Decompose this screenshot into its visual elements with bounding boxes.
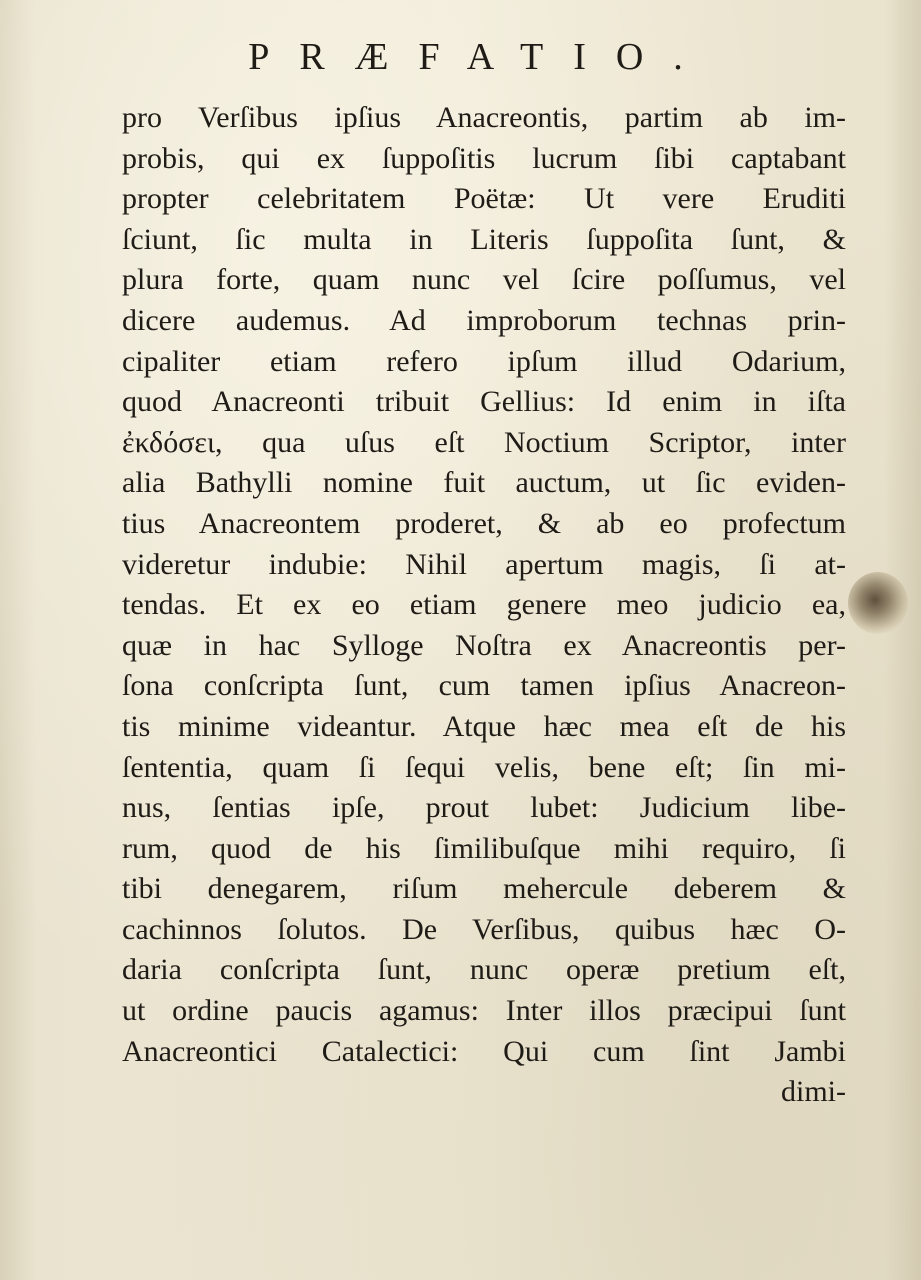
text-line: tendas. Et ex eo etiam genere meo judicio ea, <box>122 588 846 622</box>
text-line: alia Bathylli nomine fuit auctum, ut ſic eviden- <box>122 466 846 500</box>
text-line: pro Verſibus ipſius Anacreontis, partim ab im- <box>122 101 846 134</box>
text-line: ſententia, quam ſi ſequi velis, bene eſt; ſin mi- <box>122 750 846 784</box>
text-line: videretur indubie: Nihil apertum magis, ſi at- <box>122 547 846 581</box>
text-line: cipaliter etiam refero ipſum illud Odarium, <box>122 344 846 378</box>
text-line: daria conſcripta ſunt, nunc operæ pretium eſt, <box>122 953 846 987</box>
text-line: nus, ſentias ipſe, prout lubet: Judicium libe- <box>122 791 846 825</box>
text-line: probis, qui ex ſuppoſitis lucrum ſibi captabant <box>122 141 846 175</box>
text-line: plura forte, quam nunc vel ſcire poſſumus, vel <box>122 263 846 297</box>
text-line: quod Anacreonti tribuit Gellius: Id enim in iſta <box>122 385 846 419</box>
body-text <box>122 98 846 1113</box>
running-header: PRÆFATIO. <box>248 36 713 78</box>
text-line: Anacreontici Catalectici: Qui cum ſint Jambi <box>122 1034 846 1068</box>
text-line: ἐκδόσει, qua uſus eſt Noctium Scriptor, inter <box>122 425 846 459</box>
text-line: ut ordine paucis agamus: Inter illos præcipui ſunt <box>122 994 846 1028</box>
text-line: tibi denegarem, riſum mehercule deberem & <box>122 872 846 906</box>
text-line: tius Anacreontem proderet, & ab eo profectum <box>122 506 846 540</box>
catchword: dimi- <box>781 1075 846 1109</box>
paper-stain <box>848 572 908 634</box>
text-line: ſciunt, ſic multa in Literis ſuppoſita ſunt, & <box>122 222 846 256</box>
text-line: cachinnos ſolutos. De Verſibus, quibus hæc O- <box>122 912 846 946</box>
text-line: tis minime videantur. Atque hæc mea eſt de his <box>122 709 846 743</box>
text-line: propter celebritatem Poëtæ: Ut vere Eruditi <box>122 182 846 216</box>
text-line: dicere audemus. Ad improborum technas prin- <box>122 303 846 337</box>
text-line: quæ in hac Sylloge Noſtra ex Anacreontis per- <box>122 628 846 662</box>
text-line: ſona conſcripta ſunt, cum tamen ipſius Anacreon- <box>122 669 846 703</box>
text-line: rum, quod de his ſimilibuſque mihi requiro, ſi <box>122 831 846 865</box>
